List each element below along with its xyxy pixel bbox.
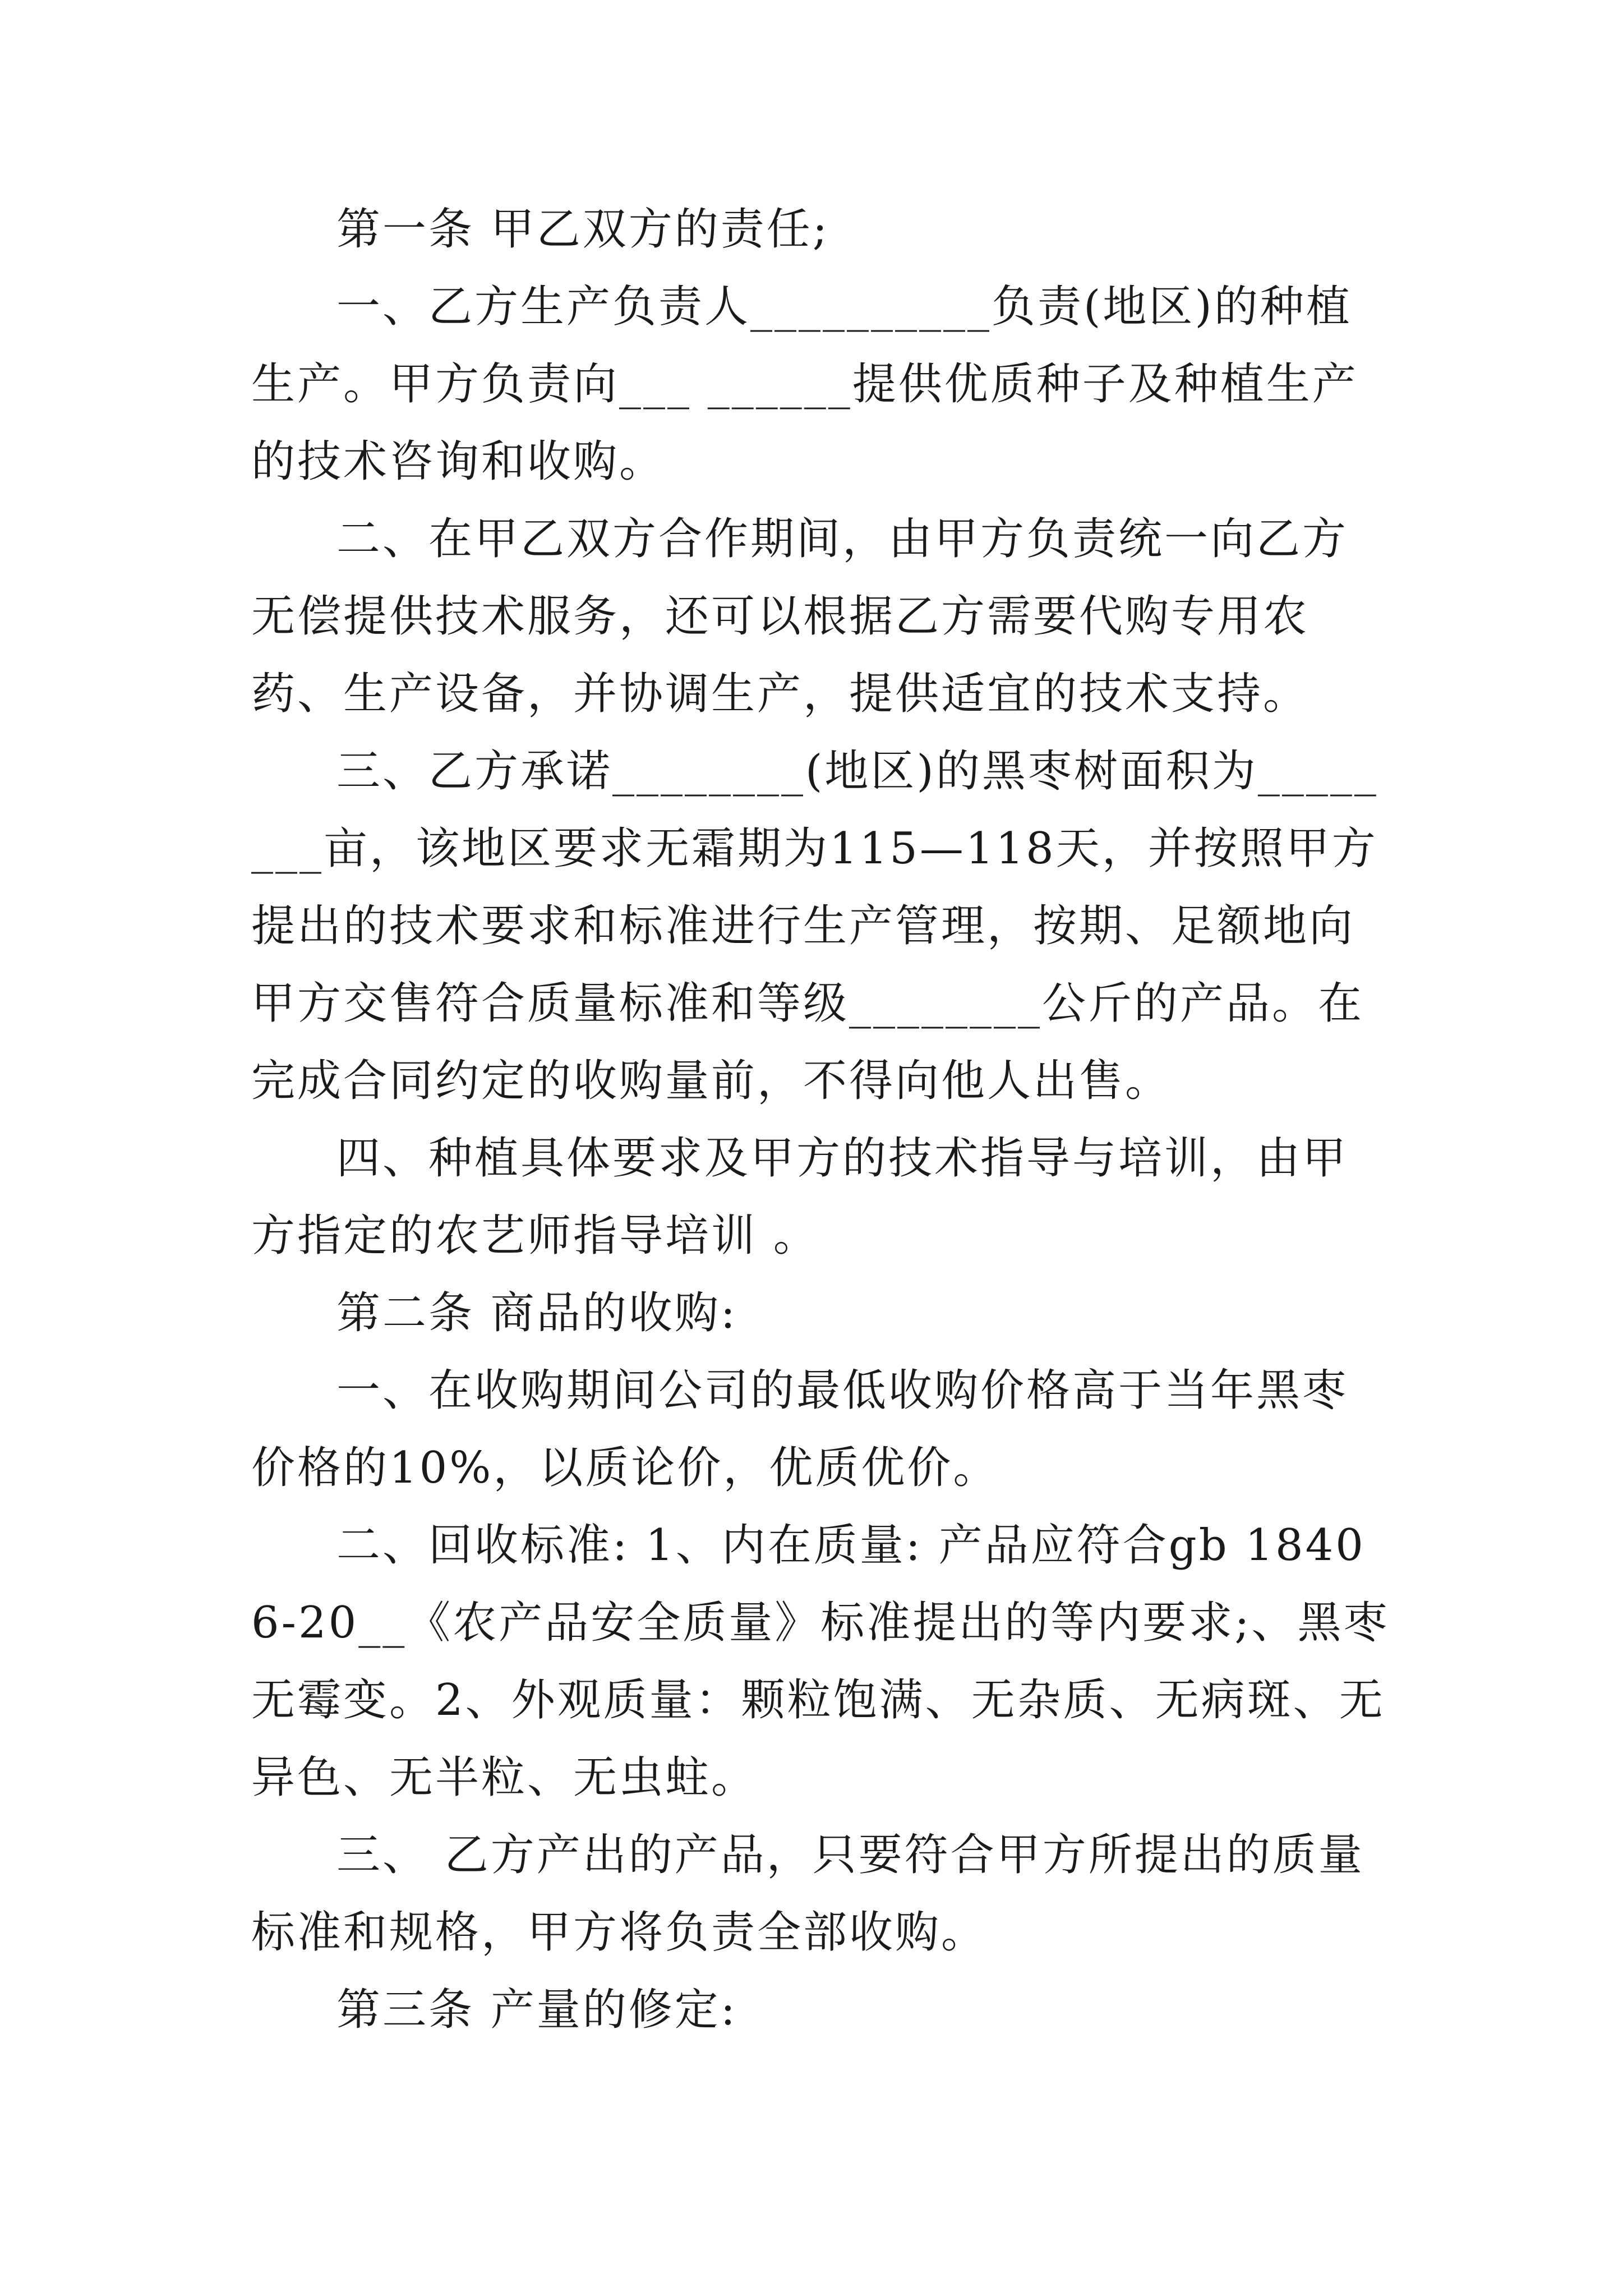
article-1-clause-3: 三、乙方承诺________(地区)的黑枣树面积为________亩，该地区要求无霜期为115—118天，并按照甲方提出的技术要求和标准进行生产管理，按期、足额地向甲方交售符合质量标准和等级________公斤的产品。在完成合同约定的收购量前，不得向他人出售。 bbox=[251, 746, 1378, 1106]
article-1-clause-2: 二、在甲乙双方合作期间，由甲方负责统一向乙方无偿提供技术服务，还可以根据乙方需要代购专用农药、生产设备，并协调生产，提供适宜的技术支持。 bbox=[251, 514, 1349, 719]
article-3-heading: 第三条 产量的修定: bbox=[336, 1985, 738, 2035]
article-2-clause-3: 三、 乙方产出的产品，只要符合甲方所提出的质量标准和规格，甲方将负责全部收购。 bbox=[251, 1830, 1364, 1958]
article-1-heading: 第一条 甲乙双方的责任; bbox=[336, 204, 830, 255]
document-body bbox=[251, 191, 1390, 2049]
article-1-clause-4: 四、种植具体要求及甲方的技术指导与培训，由甲方指定的农艺师指导培训 。 bbox=[251, 1133, 1349, 1261]
article-2-clause-2: 二、回收标准: 1、内在质量: 产品应符合gb 18406-20__《农产品安全质量》标准提出的等内要求;、黑枣无霉变。2、外观质量：颗粒饱满、无杂质、无病斑、无异色、无半粒、无虫蛀。 bbox=[251, 1520, 1390, 1803]
article-1-clause-1: 一、乙方生产负责人__________负责(地区)的种植生产。甲方负责向___ ______提供优质种子及种植生产的技术咨询和收购。 bbox=[251, 282, 1358, 487]
article-2-heading: 第二条 商品的收购: bbox=[336, 1288, 738, 1338]
article-2-clause-1: 一、在收购期间公司的最低收购价格高于当年黑枣价格的10%，以质论价，优质优价。 bbox=[251, 1365, 1349, 1493]
